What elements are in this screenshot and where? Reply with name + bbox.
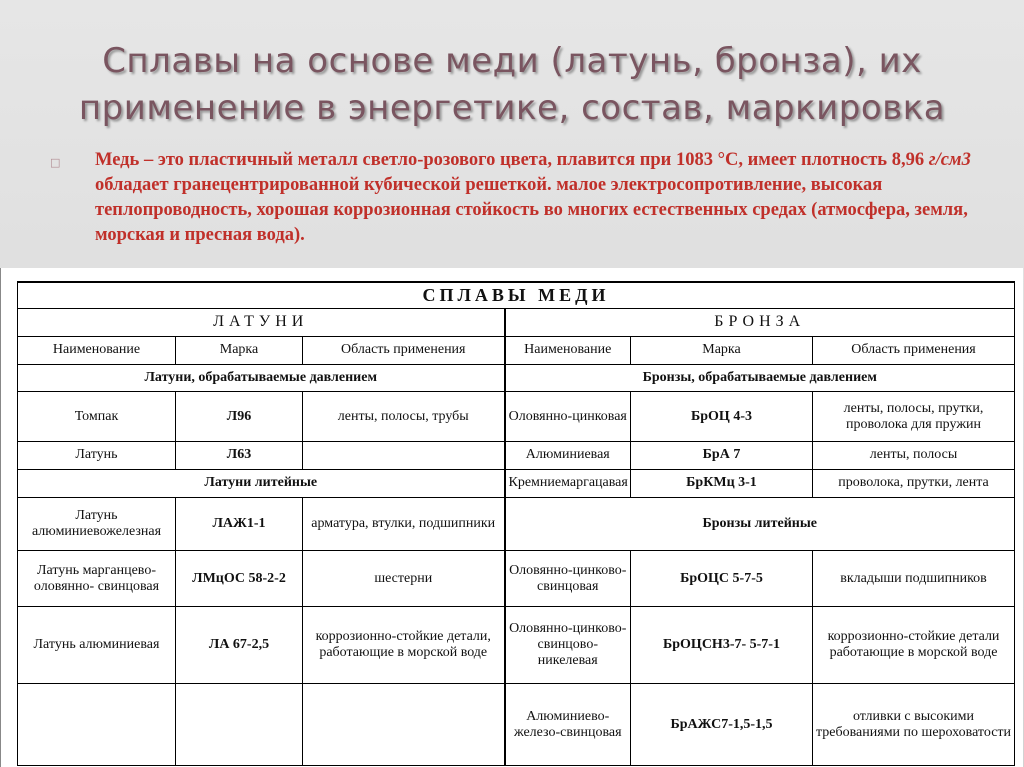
brass-name-cell: Латунь (18, 441, 176, 469)
intro-text-part-2: обладает гранецентрированной кубической решеткой. малое электросопротивление, высокая теплопроводность, хорошая коррозионная стойкость во многих естественных средах (атмосфера, земля, морская и пресная вода). (95, 175, 968, 245)
table-panel (0, 268, 1023, 767)
bronze-grade-cell: БрОЦС 5-7-5 (631, 551, 813, 607)
bronze-name-cell: Кремниемаргацавая (505, 469, 631, 497)
brass-pressure-header: Латуни, обрабатываемые давлением (18, 364, 505, 392)
bronze-use-cell: ленты, полосы (813, 441, 1015, 469)
intro-text-part-1: Медь – это пластичный металл светло-розового цвета, плавится при 1083 °С, имеет плотность 8,96 (95, 150, 929, 170)
brass-col-grade: Марка (176, 336, 303, 364)
brass-grade-cell: ЛА 67-2,5 (176, 607, 303, 684)
bronze-col-use: Область применения (813, 336, 1015, 364)
bronze-name-cell: Оловянно-цинково-свинцово-никелевая (505, 607, 631, 684)
brass-grade-cell: ЛАЖ1-1 (176, 497, 303, 551)
brass-header: ЛАТУНИ (18, 308, 505, 336)
bronze-grade-cell: БрА 7 (631, 441, 813, 469)
bronze-use-cell: вкладыши подшипников (813, 551, 1015, 607)
bronze-name-cell: Алюминиевая (505, 441, 631, 469)
slide-title-line-1: Сплавы на основе меди (латунь, бронза), их (102, 41, 922, 81)
bronze-use-cell: отливки с высокими требованиями по шероховатости (813, 684, 1015, 766)
brass-grade-cell: ЛМцОС 58-2-2 (176, 551, 303, 607)
copper-alloys-table (17, 281, 1015, 766)
brass-name-cell: Латунь алюминиевожелезная (18, 497, 176, 551)
brass-use-cell: арматура, втулки, подшипники (303, 497, 505, 551)
bronze-grade-cell: БрОЦСН3-7- 5-7-1 (631, 607, 813, 684)
bronze-cast-header: Бронзы литейные (505, 497, 1015, 551)
brass-name-cell: Латунь марганцево-оловянно- свинцовая (18, 551, 176, 607)
bronze-name-cell: Оловянно-цинковая (505, 392, 631, 441)
brass-empty-cell (18, 684, 176, 766)
brass-use-cell: ленты, полосы, трубы (303, 392, 505, 441)
brass-grade-cell: Л63 (176, 441, 303, 469)
bronze-pressure-header: Бронзы, обрабатываемые давлением (505, 364, 1015, 392)
intro-paragraph (95, 148, 1000, 248)
brass-grade-cell: Л96 (176, 392, 303, 441)
brass-empty-cell (303, 684, 505, 766)
brass-use-cell: коррозионно-стойкие детали, работающие в морской воде (303, 607, 505, 684)
brass-name-cell: Томпак (18, 392, 176, 441)
bronze-grade-cell: БрКМц 3-1 (631, 469, 813, 497)
brass-empty-cell (176, 684, 303, 766)
bronze-use-cell: проволока, прутки, лента (813, 469, 1015, 497)
slide-title (20, 38, 1004, 132)
brass-use-cell (303, 441, 505, 469)
bullet-square-icon: □ (50, 156, 61, 169)
bronze-col-name: Наименование (505, 336, 631, 364)
brass-col-name: Наименование (18, 336, 176, 364)
table-main-header: СПЛАВЫ МЕДИ (18, 282, 1015, 308)
bronze-header: БРОНЗА (505, 308, 1015, 336)
bronze-use-cell: ленты, полосы, прутки, проволока для пружин (813, 392, 1015, 441)
bronze-name-cell: Алюминиево-железо-свинцовая (505, 684, 631, 766)
bronze-use-cell: коррозионно-стойкие детали работающие в морской воде (813, 607, 1015, 684)
density-unit: г/см3 (928, 150, 971, 170)
bronze-grade-cell: БрАЖС7-1,5-1,5 (631, 684, 813, 766)
bronze-grade-cell: БрОЦ 4-3 (631, 392, 813, 441)
brass-cast-header: Латуни литейные (18, 469, 505, 497)
brass-use-cell: шестерни (303, 551, 505, 607)
slide-title-line-2: применение в энергетике, состав, маркировка (78, 88, 946, 128)
brass-col-use: Область применения (303, 336, 505, 364)
brass-name-cell: Латунь алюминиевая (18, 607, 176, 684)
bronze-name-cell: Оловянно-цинково-свинцовая (505, 551, 631, 607)
bronze-col-grade: Марка (631, 336, 813, 364)
